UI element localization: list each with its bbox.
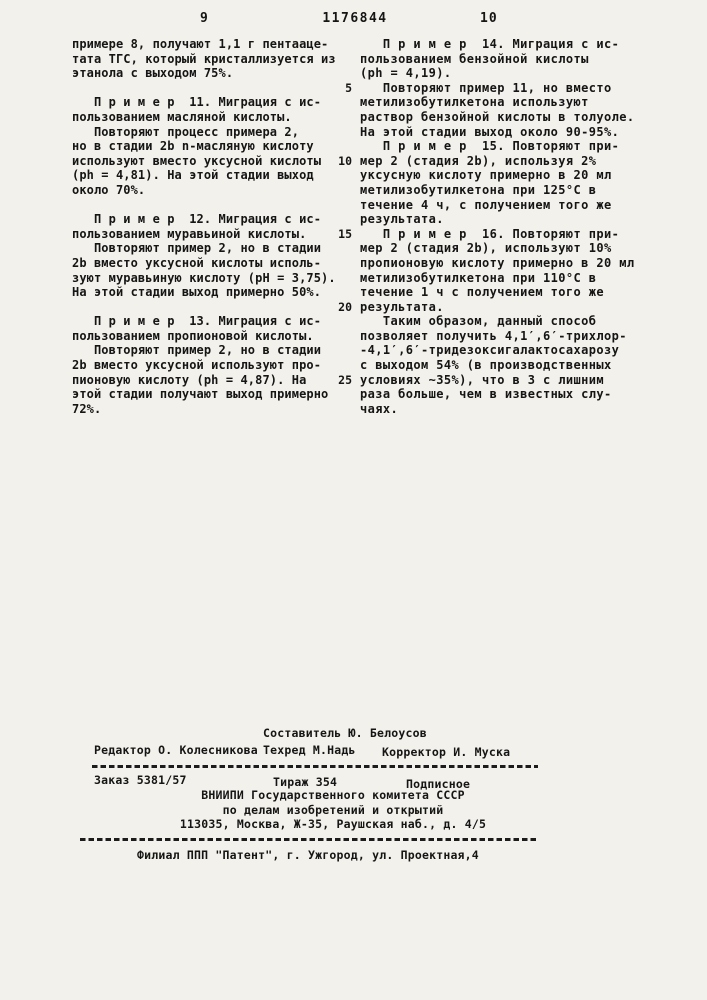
divider-dashed-bottom [80,838,538,841]
left-column-text: примере 8, получают 1,1 г пентааце- тата ТГС, который кристаллизуется из этанола с выходом 75%. П р и м е р 11. Миграция с ис- пользованием масляной кислоты. Повторяют процесс примера 2, но в стадии 2b n-масляную кислоту используют вместо уксусной кислоты (ph = 4,81). На этой стадии выход около 70%. П р и м е р 12. Миграция с ис- пользованием муравьиной кислоты. Повторяют пример 2, но в стадии 2b вместо уксусной кислоты исполь- зуют муравьиную кислоту (pH = 3,75). На этой стадии выход примерно 50%. П р и м е р 13. Миграция с ис- пользованием пропионовой кислоты. Повторяют пример 2, но в стадии 2b вместо уксусной используют про- пионовую кислоту (ph = 4,87). На этой стадии получают выход примерно 72%. [72,37,336,416]
footer-org-line1: ВНИИПИ Государственного комитета СССР [201,788,465,802]
footer-org-line2: по делам изобретений и открытий [222,803,444,817]
footer-branch: Филиал ППП "Патент", г. Ужгород, ул. Проектная,4 [137,848,479,862]
footer-subscription: Подписное [406,777,471,791]
footer-compiler: Составитель Ю. Белоусов [263,726,427,740]
footer-techred: Техред М.Надь [263,743,356,757]
footer-editor: Редактор О. Колесникова [94,743,258,757]
page-number-right: 10 [480,11,498,26]
divider-dashed-top [92,765,538,768]
right-column-text: П р и м е р 14. Миграция с ис- пользованием бензойной кислоты (ph = 4,19). Повторяют пример 11, но вместо метилизобутилкетона используют раствор бензойной кислоты в толуоле. На этой стадии выход около 90-95%. П р и м е р 15. Повторяют при- мер 2 (стадия 2b), используя 2% уксусную кислоту примерно в 20 мл метилизобутилкетона при 125°С в течение 4 ч, с получением того же результата. П р и м е р 16. Повторяют при- мер 2 (стадия 2b), используют 10% пропионовую кислоту примерно в 20 мл метилизобутилкетона при 110°С в течение 1 ч с получением того же результата. Таким образом, данный способ позволяет получить 4,1′,6′-трихлор- -4,1′,6′-тридезоксигалактосахарозу с выходом 54% (в производственных условиях ~35%), что в 3 с лишним раза больше, чем в известных слу- чаях. [360,37,635,416]
footer-org-line3: 113035, Москва, Ж-35, Раушская наб., д. 4/5 [179,817,487,831]
line-number-gutter: 5 10 15 20 25 [338,80,352,387]
page-number-left: 9 [200,11,209,26]
patent-number: 1176844 [322,11,388,26]
footer-print-run: Тираж 354 [273,775,338,789]
footer-corrector: Корректор И. Муска [382,745,511,759]
footer-order: Заказ 5381/57 [94,773,187,787]
